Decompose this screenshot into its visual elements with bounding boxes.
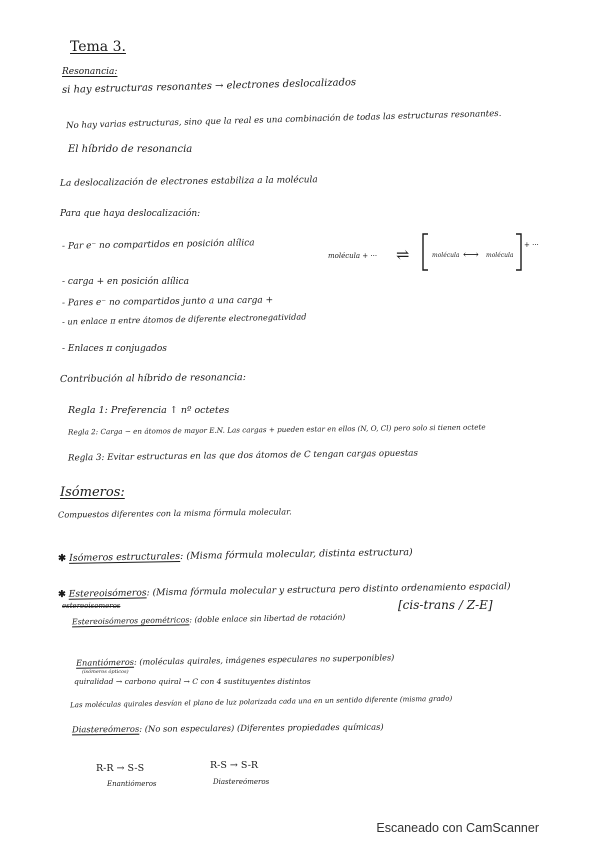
resonancia-line-5: Para que haya deslocalización: <box>60 209 201 219</box>
scheme-molecule-b: molécula <box>486 252 514 259</box>
estructurales-line <box>58 548 413 564</box>
resonancia-line-2: No hay varias estructuras, sino que la real es una combinación de todas las estructuras resonantes. <box>65 108 502 132</box>
enantiomeros-note: (isómeros ópticos) <box>82 669 129 675</box>
diastereomeros-line <box>72 723 384 734</box>
cis-trans-tag: [cis-trans / Z-E] <box>398 598 493 612</box>
resonancia-list-item: - carga + en posición alílica <box>62 277 189 287</box>
resonancia-list-item: - Enlaces π conjugados <box>62 344 167 354</box>
resonancia-list-item: - Pares e⁻ no compartidos junto a una carga + <box>61 295 274 309</box>
struck-word: estereoisomeros <box>62 602 121 610</box>
scanner-watermark: Escaneado con CamScanner <box>376 821 539 835</box>
example-caption: Diastereómeros <box>213 778 270 786</box>
estructurales-label: Isómeros estructurales <box>68 550 181 564</box>
right-bracket-icon <box>514 232 524 272</box>
resonancia-heading: Resonancia: <box>62 67 118 77</box>
star-icon: ✱ <box>57 552 67 565</box>
resonancia-line-3: El híbrido de resonancia <box>68 144 193 155</box>
geometricos-desc: : (doble enlace sin libertad de rotación) <box>189 612 346 625</box>
page-title: Tema 3. <box>70 39 126 55</box>
example-caption: Enantiómeros <box>107 780 157 788</box>
rule-item: Regla 3: Evitar estructuras en las que dos átomos de C tengan cargas opuestas <box>67 448 419 464</box>
equilibrium-arrows-icon: ⇌ <box>396 245 410 264</box>
isomeros-definition: Compuestos diferentes con la misma fórmula molecular. <box>57 506 292 520</box>
star-icon: ✱ <box>57 588 66 600</box>
rule-item: Regla 1: Preferencia ↑ nº octetes <box>68 405 230 416</box>
resonance-scheme <box>328 236 543 272</box>
estructurales-desc: : (Misma fórmula molecular, distinta estructura) <box>180 546 413 562</box>
enantiomeros-desc: : (moléculas quirales, imágenes especulares no superponibles) <box>133 652 395 667</box>
geometricos-line <box>72 614 346 627</box>
resonancia-list-item: - Par e⁻ no compartidos en posición alílica <box>61 238 255 252</box>
scheme-molecule-a: molécula <box>432 252 460 259</box>
estereoisomeros-desc: : (Misma fórmula molecular y estructura pero distinto ordenamiento espacial) <box>146 581 511 599</box>
enantiomeros-line <box>76 653 394 667</box>
resonancia-line-4: La deslocalización de electrones estabiliza a la molécula <box>59 175 318 189</box>
estereoisomeros-label: Estereoisómeros <box>68 587 147 600</box>
isomeros-heading: Isómeros: <box>60 485 125 500</box>
polarized-light-line: Las moléculas quirales desvían el plano de luz polarizada cada una en un sentido diferente (misma grado) <box>69 693 453 710</box>
enantiomeros-label: Enantiómeros <box>75 656 135 668</box>
quiralidad-line: quiralidad → carbono quiral → C con 4 sustituyentes distintos <box>74 677 311 686</box>
resonance-arrow-icon: ⟷ <box>463 248 479 261</box>
estereoisomeros-line <box>58 582 511 599</box>
example-formula: R-S → S-R <box>210 760 259 771</box>
scheme-right-text: + ··· <box>524 241 539 249</box>
diastereomeros-desc: : (No son especulares) (Diferentes propiedades químicas) <box>139 721 384 734</box>
resonancia-line-1: si hay estructuras resonantes → electrones deslocalizados <box>61 77 357 96</box>
contribucion-heading: Contribución al híbrido de resonancia: <box>59 372 246 385</box>
scheme-left-text: molécula + ··· <box>328 252 378 260</box>
rule-item: Regla 2: Carga − en átomos de mayor E.N. Las cargas + pueden estar en ellos (N, O, Cl) pero solo si tienen octete <box>67 422 486 437</box>
example-formula: R-R → S-S <box>96 763 145 774</box>
resonancia-list-item: - un enlace π entre átomos de diferente electronegatividad <box>61 311 307 327</box>
left-bracket-icon <box>420 232 430 272</box>
diastereomeros-label: Diastereómeros <box>71 723 140 735</box>
geometricos-label: Estereoisómeros geométricos <box>71 615 190 627</box>
